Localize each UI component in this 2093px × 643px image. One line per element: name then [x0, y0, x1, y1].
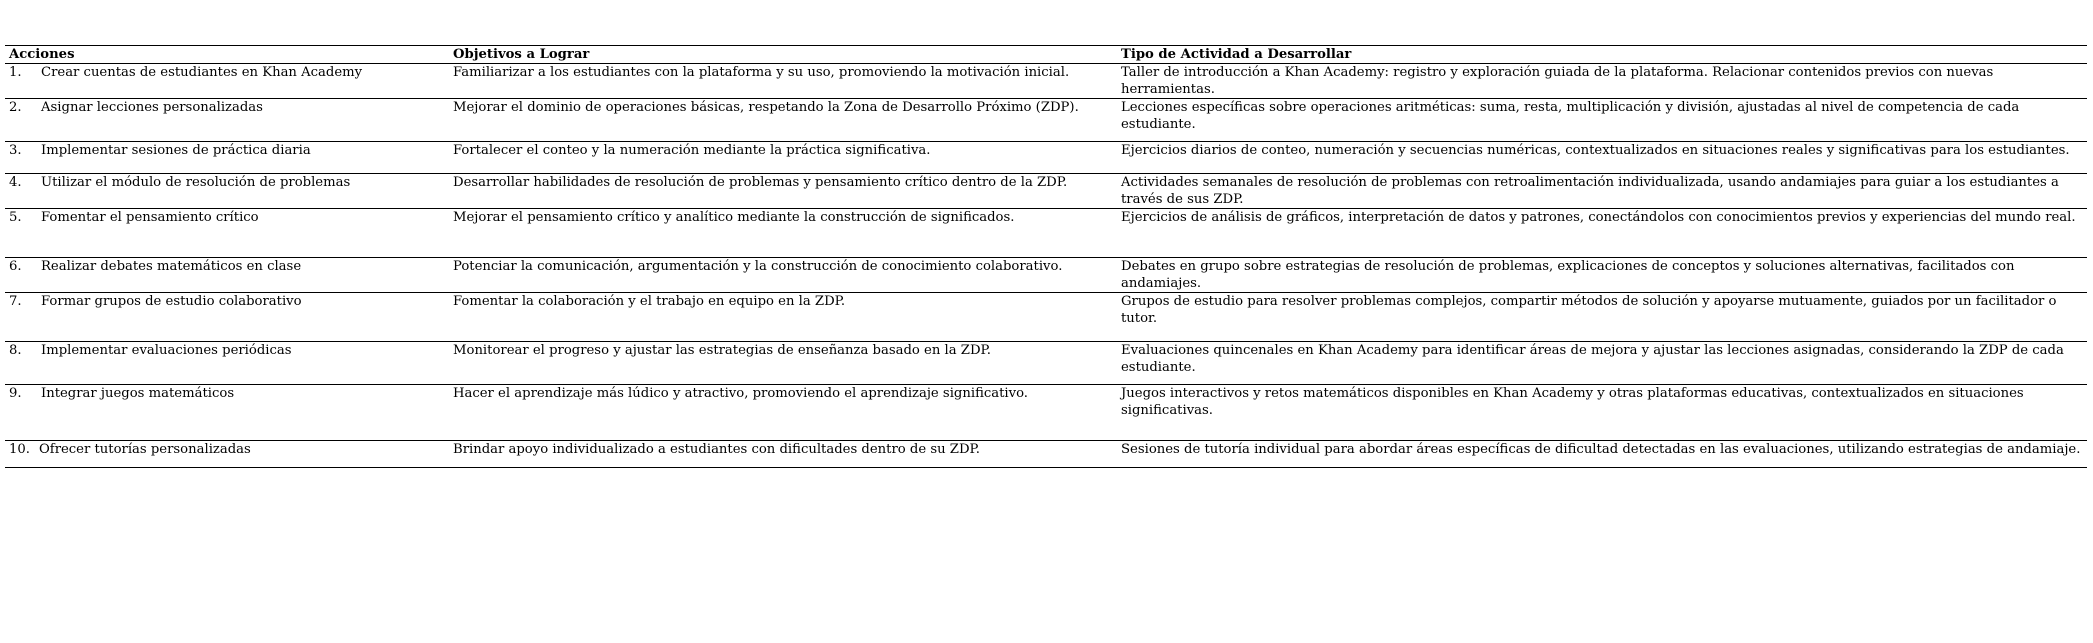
- accion-text: Implementar sesiones de práctica diaria: [41, 143, 311, 158]
- table-row: [5, 99, 2087, 142]
- table-row: [5, 64, 2087, 99]
- row-number: 4.: [9, 175, 22, 190]
- objetivo-cell: Monitorear el progreso y ajustar las estrategias de enseñanza basado en la ZDP.: [449, 342, 1117, 385]
- objetivo-cell: Mejorar el dominio de operaciones básicas, respetando la Zona de Desarrollo Próximo (ZDP).: [449, 99, 1117, 142]
- accion-text: Utilizar el módulo de resolución de problemas: [41, 175, 351, 190]
- row-number: 2.: [9, 100, 22, 115]
- table-row: [5, 342, 2087, 385]
- header-objetivos: Objetivos a Lograr: [449, 46, 1117, 64]
- accion-text: Crear cuentas de estudiantes en Khan Academy: [41, 65, 363, 80]
- objetivo-cell: Hacer el aprendizaje más lúdico y atractivo, promoviendo el aprendizaje significativo.: [449, 385, 1117, 441]
- objetivo-cell: Familiarizar a los estudiantes con la plataforma y su uso, promoviendo la motivación inicial.: [449, 64, 1117, 99]
- accion-cell: [5, 441, 449, 468]
- objetivo-cell: Brindar apoyo individualizado a estudiantes con dificultades dentro de su ZDP.: [449, 441, 1117, 468]
- accion-cell: [5, 258, 449, 293]
- objetivo-cell: Desarrollar habilidades de resolución de problemas y pensamiento crítico dentro de la ZDP.: [449, 174, 1117, 209]
- row-number: 10.: [9, 442, 30, 457]
- table-row: [5, 209, 2087, 258]
- accion-text: Implementar evaluaciones periódicas: [41, 343, 292, 358]
- table-row: [5, 441, 2087, 468]
- accion-cell: [5, 342, 449, 385]
- accion-cell: [5, 64, 449, 99]
- row-number: 1.: [9, 65, 22, 80]
- row-number: 7.: [9, 294, 22, 309]
- row-number: 3.: [9, 143, 22, 158]
- actividad-cell: Actividades semanales de resolución de problemas con retroalimentación individualizada, usando andamiajes para guiar a los estudiantes a través de sus ZDP.: [1117, 174, 2087, 209]
- table-row: [5, 293, 2087, 342]
- accion-cell: [5, 293, 449, 342]
- actividad-cell: Sesiones de tutoría individual para abordar áreas específicas de dificultad detectadas en las evaluaciones, utilizando estrategias de andamiaje.: [1117, 441, 2087, 468]
- accion-cell: [5, 99, 449, 142]
- actividad-cell: Ejercicios diarios de conteo, numeración y secuencias numéricas, contextualizados en situaciones reales y significativas para los estudiantes.: [1117, 142, 2087, 174]
- accion-text: Formar grupos de estudio colaborativo: [41, 294, 302, 309]
- actividad-cell: Ejercicios de análisis de gráficos, interpretación de datos y patrones, conectándolos con conocimientos previos y experiencias del mundo real.: [1117, 209, 2087, 258]
- header-tipo-actividad: Tipo de Actividad a Desarrollar: [1117, 46, 2087, 64]
- objetivo-cell: Mejorar el pensamiento crítico y analítico mediante la construcción de significados.: [449, 209, 1117, 258]
- row-number: 8.: [9, 343, 22, 358]
- objetivo-cell: Fortalecer el conteo y la numeración mediante la práctica significativa.: [449, 142, 1117, 174]
- actividad-cell: Juegos interactivos y retos matemáticos disponibles en Khan Academy y otras plataformas educativas, contextualizados en situaciones significativas.: [1117, 385, 2087, 441]
- accion-cell: [5, 142, 449, 174]
- accion-cell: [5, 385, 449, 441]
- table-row: [5, 258, 2087, 293]
- accion-text: Asignar lecciones personalizadas: [41, 100, 263, 115]
- actividad-cell: Debates en grupo sobre estrategias de resolución de problemas, explicaciones de conceptos y soluciones alternativas, facilitados con andamiajes.: [1117, 258, 2087, 293]
- accion-text: Realizar debates matemáticos en clase: [41, 259, 302, 274]
- accion-text: Integrar juegos matemáticos: [41, 386, 235, 401]
- actividad-cell: Taller de introducción a Khan Academy: registro y exploración guiada de la plataforma. Relacionar contenidos previos con nuevas herramientas.: [1117, 64, 2087, 99]
- row-number: 9.: [9, 386, 22, 401]
- table-row: [5, 142, 2087, 174]
- actions-table: [5, 45, 2087, 468]
- objetivo-cell: Potenciar la comunicación, argumentación y la construcción de conocimiento colaborativo.: [449, 258, 1117, 293]
- table-row: [5, 385, 2087, 441]
- table-body: [5, 64, 2087, 468]
- accion-text: Fomentar el pensamiento crítico: [41, 210, 259, 225]
- header-acciones: Acciones: [5, 46, 449, 64]
- row-number: 6.: [9, 259, 22, 274]
- accion-text: Ofrecer tutorías personalizadas: [39, 442, 251, 457]
- objetivo-cell: Fomentar la colaboración y el trabajo en equipo en la ZDP.: [449, 293, 1117, 342]
- table-row: [5, 174, 2087, 209]
- table-header-row: [5, 46, 2087, 64]
- actividad-cell: Grupos de estudio para resolver problemas complejos, compartir métodos de solución y apoyarse mutuamente, guiados por un facilitador o tutor.: [1117, 293, 2087, 342]
- row-number: 5.: [9, 210, 22, 225]
- accion-cell: [5, 174, 449, 209]
- accion-cell: [5, 209, 449, 258]
- actividad-cell: Lecciones específicas sobre operaciones aritméticas: suma, resta, multiplicación y división, ajustadas al nivel de competencia de cada estudiante.: [1117, 99, 2087, 142]
- actividad-cell: Evaluaciones quincenales en Khan Academy para identificar áreas de mejora y ajustar las lecciones asignadas, considerando la ZDP de cada estudiante.: [1117, 342, 2087, 385]
